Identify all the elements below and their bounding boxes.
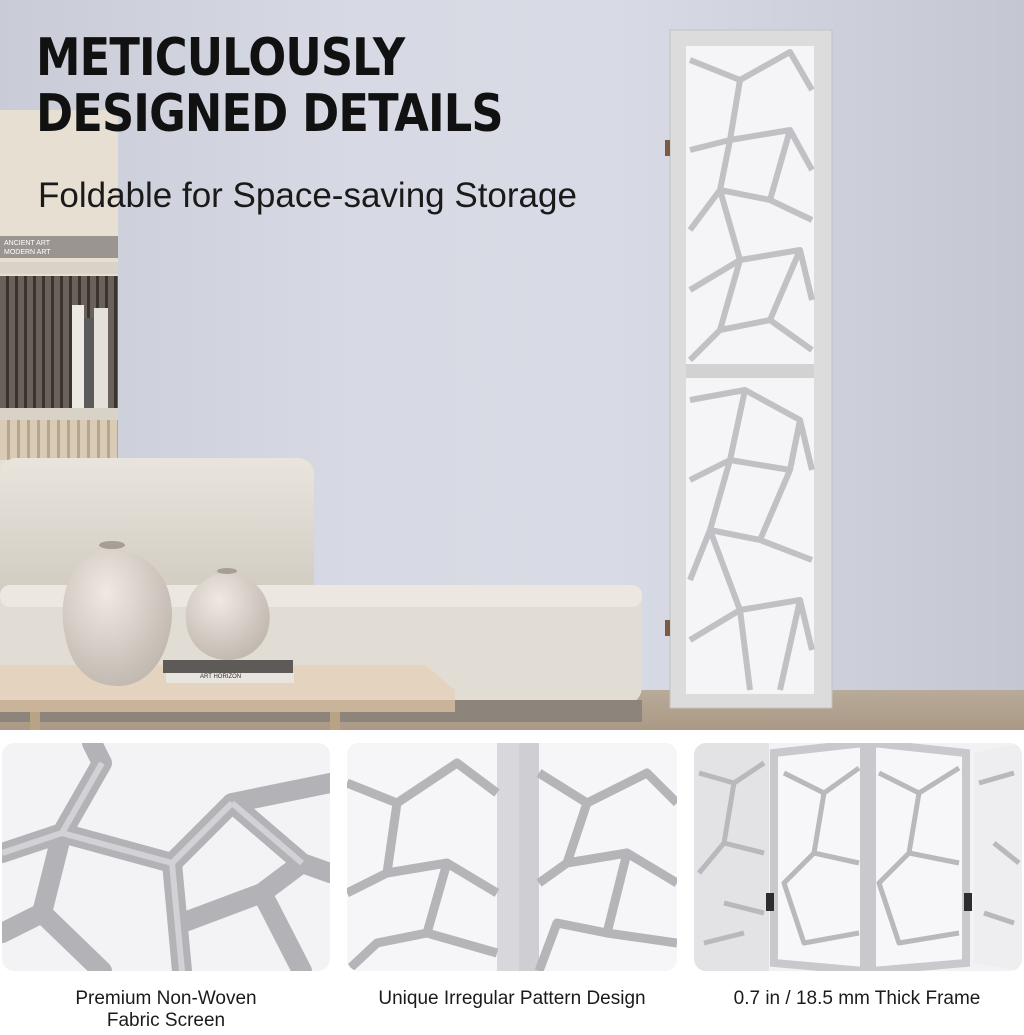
detail-fabric-closeup (2, 743, 330, 971)
thick-frame-image (694, 743, 1022, 971)
caption-pattern-line-1: Unique Irregular Pattern Design (378, 988, 646, 1009)
room-divider-screen (665, 30, 832, 708)
fabric-closeup-image (2, 743, 330, 971)
headline-line-1: METICULOUSLY (36, 28, 405, 88)
caption-pattern-design (337, 988, 687, 1010)
caption-frame-line-1: 0.7 in / 18.5 mm Thick Frame (733, 988, 981, 1009)
bookshelf (0, 110, 118, 470)
caption-fabric-line-1: Premium Non-Woven (75, 988, 257, 1009)
headline (36, 30, 503, 142)
book-spine-label-2: MODERN ART (4, 249, 51, 256)
headline-line-2: DESIGNED DETAILS (36, 84, 503, 144)
caption-thick-frame (690, 988, 1024, 1010)
caption-fabric-line-2: Fabric Screen (106, 1010, 226, 1031)
book-spine-label-1: ANCIENT ART (4, 240, 51, 247)
subheadline: Foldable for Space-saving Storage (38, 176, 577, 215)
book-title-label: ART HORIZON (200, 674, 242, 680)
caption-fabric-screen (2, 988, 330, 1032)
pattern-design-image (347, 743, 677, 971)
detail-thick-frame (694, 743, 1022, 971)
detail-pattern-design (347, 743, 677, 971)
